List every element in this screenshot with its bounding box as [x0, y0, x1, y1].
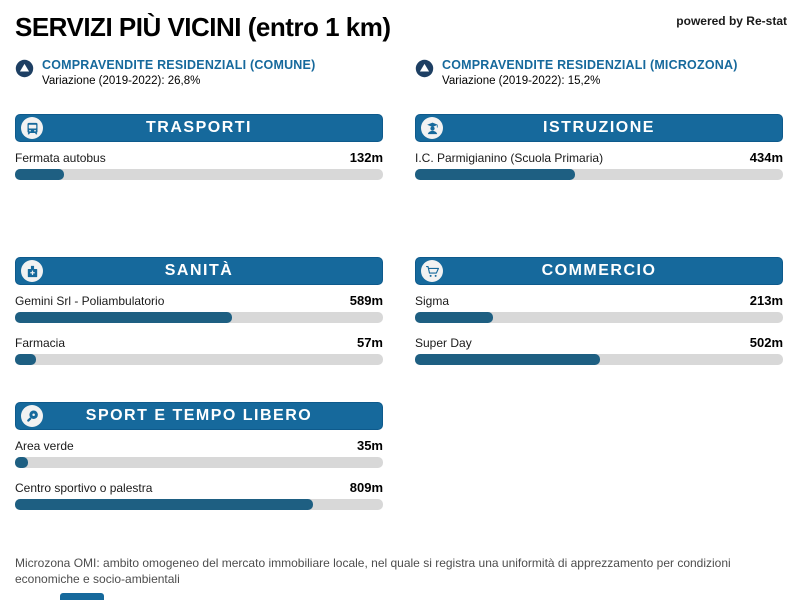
- distance-bar-fill: [15, 169, 64, 180]
- service-item-line: [415, 335, 783, 350]
- stat-subtitle: Variazione (2019-2022): 26,8%: [42, 75, 201, 87]
- service-item: [15, 293, 383, 323]
- page-title: SERVIZI PIÙ VICINI (entro 1 km): [15, 12, 391, 42]
- distance-bar-track: [415, 312, 783, 323]
- section-items: [415, 150, 783, 180]
- section-title: COMMERCIO: [541, 262, 657, 279]
- service-distance: 57m: [356, 335, 383, 350]
- service-label: Centro sportivo o palestra: [15, 481, 153, 495]
- stat-text: [42, 58, 315, 87]
- student-icon: [421, 117, 443, 139]
- service-item-line: [15, 335, 383, 350]
- service-item-line: [15, 438, 383, 453]
- service-item-line: [415, 293, 783, 308]
- section-title: SPORT E TEMPO LIBERO: [85, 407, 313, 424]
- section-header: [15, 402, 383, 430]
- section-title: ISTRUZIONE: [543, 119, 655, 136]
- stat-title: COMPRAVENDITE RESIDENZIALI (MICROZONA): [442, 58, 738, 72]
- service-item: [15, 438, 383, 468]
- distance-bar-fill: [15, 457, 28, 468]
- distance-bar-fill: [415, 169, 575, 180]
- service-item: [415, 150, 783, 180]
- distance-bar-fill: [15, 499, 313, 510]
- section-items: [15, 438, 383, 510]
- service-item: [15, 480, 383, 510]
- section-items: [415, 293, 783, 365]
- triangle-up-icon: [15, 59, 34, 78]
- section-header: [415, 114, 783, 142]
- service-label: I.C. Parmigianino (Scuola Primaria): [415, 151, 604, 165]
- distance-bar-fill: [15, 354, 36, 365]
- service-item: [15, 150, 383, 180]
- service-label: Fermata autobus: [15, 151, 106, 165]
- section-commercio: [415, 257, 783, 365]
- section-header: [15, 114, 383, 142]
- service-item-line: [15, 293, 383, 308]
- service-distance: 35m: [356, 438, 383, 453]
- hospital-icon: [21, 260, 43, 282]
- service-distance: 809m: [349, 480, 383, 495]
- section-istruzione: [415, 114, 783, 180]
- distance-bar-fill: [415, 312, 493, 323]
- service-item: [15, 335, 383, 365]
- section-title: TRASPORTI: [146, 119, 252, 136]
- cutoff-blue-element: [60, 593, 104, 600]
- service-item: [415, 335, 783, 365]
- stat-compravendite-comune: [15, 58, 315, 87]
- distance-bar-track: [15, 169, 383, 180]
- distance-bar-fill: [15, 312, 232, 323]
- section-sanita: [15, 257, 383, 365]
- racket-icon: [21, 405, 43, 427]
- section-sport: [15, 402, 383, 510]
- service-item-line: [15, 480, 383, 495]
- service-distance: 213m: [749, 293, 783, 308]
- service-label: Gemini Srl - Poliambulatorio: [15, 294, 165, 308]
- distance-bar-fill: [415, 354, 600, 365]
- section-title: SANITÀ: [164, 262, 234, 279]
- service-distance: 589m: [349, 293, 383, 308]
- powered-by-label: powered by Re-stat: [676, 14, 787, 28]
- distance-bar-track: [15, 499, 383, 510]
- section-header: [415, 257, 783, 285]
- stat-text: [442, 58, 738, 87]
- distance-bar-track: [415, 354, 783, 365]
- service-label: Sigma: [415, 294, 450, 308]
- section-items: [15, 293, 383, 365]
- service-label: Super Day: [415, 336, 472, 350]
- service-item: [415, 293, 783, 323]
- stat-title: COMPRAVENDITE RESIDENZIALI (COMUNE): [42, 58, 316, 72]
- service-label: Farmacia: [15, 336, 66, 350]
- section-items: [15, 150, 383, 180]
- service-label: Area verde: [15, 439, 74, 453]
- service-distance: 434m: [749, 150, 783, 165]
- section-trasporti: [15, 114, 383, 180]
- service-distance: 502m: [749, 335, 783, 350]
- distance-bar-track: [415, 169, 783, 180]
- bus-icon: [21, 117, 43, 139]
- triangle-up-icon: [415, 59, 434, 78]
- cart-icon: [421, 260, 443, 282]
- distance-bar-track: [15, 312, 383, 323]
- distance-bar-track: [15, 354, 383, 365]
- footnote-microzona-omi: Microzona OMI: ambito omogeneo del mercato immobiliare locale, nel quale si registra una uniformità di apprezzamento per condizioni economiche e socio-ambientali: [15, 556, 731, 586]
- stat-subtitle: Variazione (2019-2022): 15,2%: [442, 75, 601, 87]
- service-item-line: [15, 150, 383, 165]
- service-item-line: [415, 150, 783, 165]
- section-header: [15, 257, 383, 285]
- service-distance: 132m: [349, 150, 383, 165]
- stat-compravendite-microzona: [415, 58, 738, 87]
- distance-bar-track: [15, 457, 383, 468]
